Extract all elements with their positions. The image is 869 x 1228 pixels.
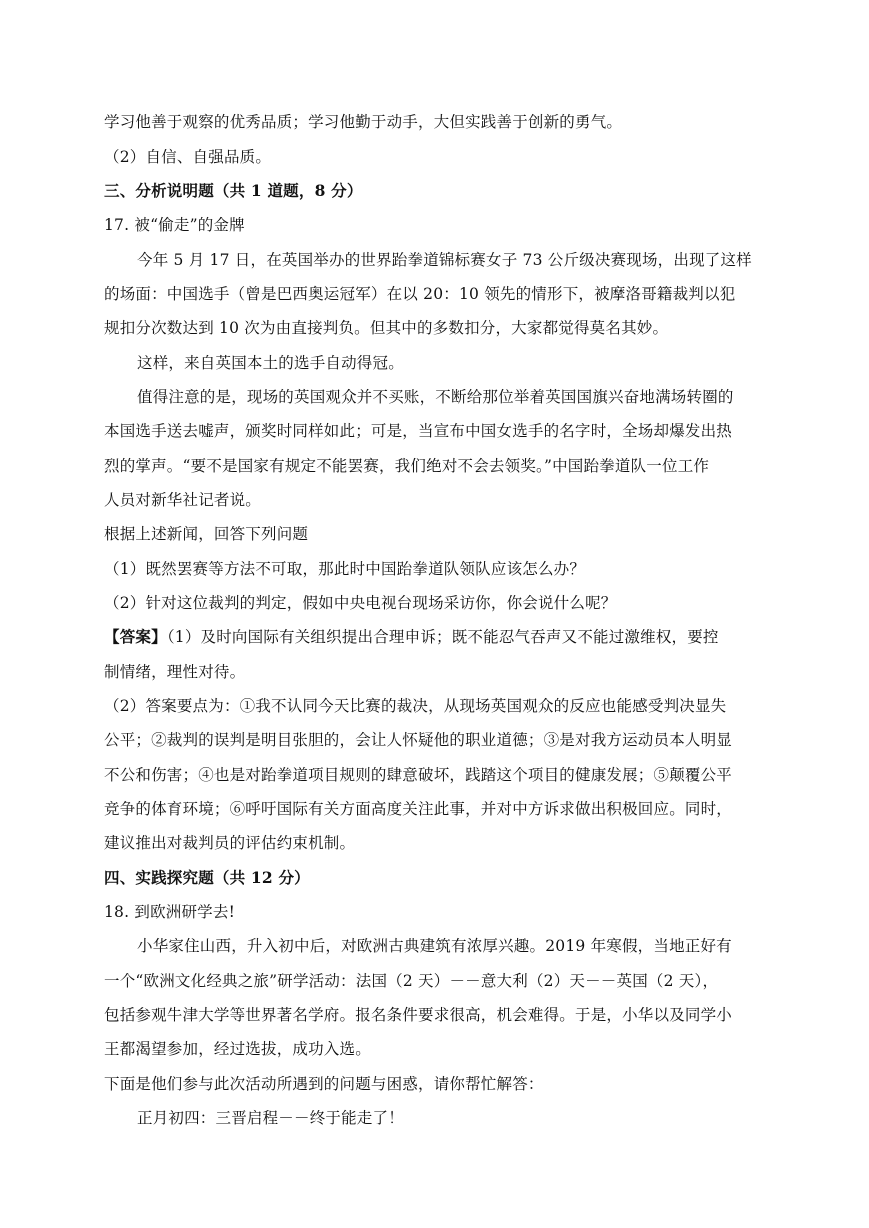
text-line: 不公和伤害；④也是对跆拳道项目规则的肆意破坏，践踏这个项目的健康发展；⑤颠覆公平: [104, 766, 733, 784]
question-title: 18. 到欧洲研学去!: [104, 903, 236, 921]
text-line: 王都渴望参加，经过选拔，成功入选。: [104, 1040, 371, 1058]
text-line: 下面是他们参与此次活动所遇到的问题与困惑，请你帮忙解答：: [104, 1075, 544, 1093]
text-line: 公平；②裁判的误判是明目张胆的，会让人怀疑他的职业道德；③是对我方运动员本人明显: [104, 731, 733, 749]
text-line: 规扣分次数达到 10 次为由直接判负。但其中的多数扣分，大家都觉得莫名其妙。: [104, 319, 669, 337]
sub-question: （1）既然罢赛等方法不可取，那此时中国跆拳道队领队应该怎么办？: [104, 560, 586, 578]
answer-line: [104, 627, 719, 647]
section-heading: 三、分析说明题（共 1 道题，8 分）: [104, 181, 363, 200]
text-line: 值得注意的是，现场的英国观众并不买账，不断给那位举着英国国旗兴奋地满场转圈的: [137, 388, 734, 406]
text-line: 根据上述新闻，回答下列问题: [104, 525, 309, 543]
text-line: 这样，来自英国本土的选手自动得冠。: [137, 354, 404, 372]
text-line: 包括参观牛津大学等世界著名学府。报名条件要求很高，机会难得。于是，小华以及同学小: [104, 1006, 733, 1024]
text-line: 学习他善于观察的优秀品质；学习他勤于动手，大但实践善于创新的勇气。: [104, 113, 623, 131]
text-line: 竞争的体育环境；⑥呼吁国际有关方面高度关注此事，并对中方诉求做出积极回应。同时，: [104, 800, 733, 818]
answer-text: （1）及时向国际有关组织提出合理申诉；既不能忍气吞声又不能过激维权，要控: [166, 628, 719, 646]
answer-label: 【答案】: [104, 627, 167, 646]
text-line: 建议推出对裁判员的评估约束机制。: [104, 834, 356, 852]
section-heading: 四、实践探究题（共 12 分）: [104, 868, 310, 887]
text-line: 小华家住山西，升入初中后，对欧洲古典建筑有浓厚兴趣。2019 年寒假，当地正好有: [137, 937, 732, 955]
text-line: （2）自信、自强品质。: [104, 148, 272, 166]
text-line: 的场面：中国选手（曾是巴西奥运冠军）在以 20：10 领先的情形下，被摩洛哥籍裁判以犯: [104, 285, 736, 303]
text-line: 制情绪，理性对待。: [104, 663, 246, 681]
text-line: 今年 5 月 17 日，在英国举办的世界跆拳道锦标赛女子 73 公斤级决赛现场，出现了这样: [137, 251, 752, 269]
text-line: 本国选手送去嘘声，颁奖时同样如此；可是，当宣布中国女选手的名字时，全场却爆发出热: [104, 422, 733, 440]
text-line: （2）答案要点为：①我不认同今天比赛的裁决，从现场英国观众的反应也能感受判决显失: [104, 697, 727, 715]
text-line: 一个“欧洲文化经典之旅”研学活动：法国（2 天）－－意大利（2）天－－英国（2 天），: [104, 972, 719, 990]
text-line: 烈的掌声。“要不是国家有规定不能罢赛，我们绝对不会去领奖。”中国跆拳道队一位工作: [104, 457, 710, 475]
question-title: 17. 被“偷走”的金牌: [104, 216, 245, 234]
text-line: 正月初四：三晋启程－－终于能走了！: [137, 1109, 404, 1127]
text-line: 人员对新华社记者说。: [104, 491, 262, 509]
sub-question: （2）针对这位裁判的判定，假如中央电视台现场采访你，你会说什么呢？: [104, 594, 617, 612]
